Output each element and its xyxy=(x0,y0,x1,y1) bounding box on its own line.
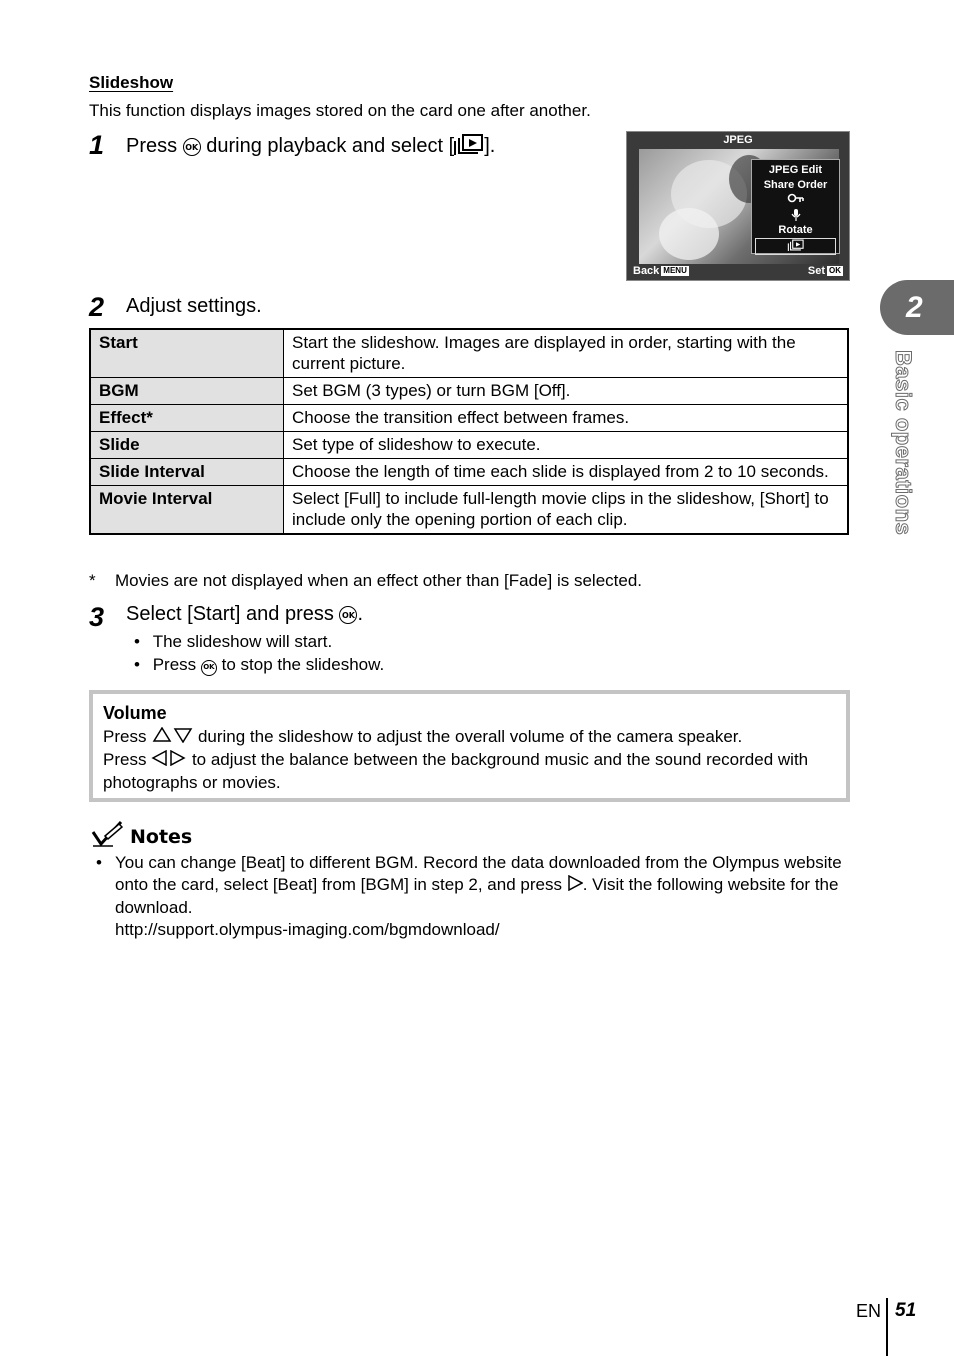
notes-url[interactable]: http://support.olympus-imaging.com/bgmdownload/ xyxy=(115,920,500,939)
step-3-text: Select [Start] and press OK . xyxy=(126,603,364,625)
table-row xyxy=(90,432,848,459)
ok-button-icon: OK xyxy=(183,138,201,156)
chapter-side-label: Basic operations xyxy=(891,350,916,536)
camera-menu-item-share-order[interactable]: Share Order xyxy=(763,179,828,191)
setting-value: Set BGM (3 types) or turn BGM [Off]. xyxy=(284,378,849,405)
table-row xyxy=(90,459,848,486)
step-1-number: 1 xyxy=(89,130,105,160)
step-1-before: Press xyxy=(126,135,178,157)
step-2-number: 2 xyxy=(89,292,105,322)
camera-bottom-bar xyxy=(627,263,849,280)
notes-body xyxy=(96,852,856,941)
footnote-text: Movies are not displayed when an effect other than [Fade] is selected. xyxy=(115,571,642,590)
right-arrow-icon xyxy=(567,875,583,897)
step-3-bullet-1: • The slideshow will start. xyxy=(134,632,333,651)
section-title: Slideshow xyxy=(89,73,174,92)
step-2-text: Adjust settings. xyxy=(126,295,262,317)
notes-title: Notes xyxy=(130,826,193,848)
setting-value: Start the slideshow. Images are displayed in order, starting with the current picture. xyxy=(284,329,849,378)
step-1-after: ]. xyxy=(484,135,496,157)
microphone-icon[interactable] xyxy=(752,208,839,223)
ok-badge: OK xyxy=(829,266,841,275)
up-down-arrows-icon xyxy=(151,727,193,749)
notes-text: You can change [Beat] to different BGM. Record the data downloaded from the Olympus website onto the card, select [Beat] from [BGM] in step 2, and press . Visit the following website for the download. http://support.olympus-imaging.com/bgmdownload/ xyxy=(115,852,856,941)
setting-value: Set type of slideshow to execute. xyxy=(284,432,849,459)
footer-divider xyxy=(886,1298,888,1356)
setting-value: Choose the transition effect between frames. xyxy=(284,405,849,432)
camera-menu xyxy=(751,159,840,254)
table-row xyxy=(90,405,848,432)
setting-key: Slide Interval xyxy=(90,459,284,486)
section-intro: This function displays images stored on the card one after another. xyxy=(89,101,591,120)
footer-lang: EN xyxy=(856,1301,882,1321)
camera-set: Set OK xyxy=(807,265,841,277)
setting-key: Effect* xyxy=(90,405,284,432)
slideshow-icon xyxy=(454,133,484,161)
table-row xyxy=(90,329,848,378)
camera-back: Back MENU xyxy=(633,265,687,277)
bullet-dot: • xyxy=(96,853,102,872)
bullet-dot: • xyxy=(134,632,140,651)
bullet-dot: • xyxy=(134,655,140,674)
setting-key: Start xyxy=(90,329,284,378)
camera-top-label: JPEG xyxy=(723,134,753,146)
camera-menu-item-slideshow[interactable] xyxy=(755,238,836,255)
step-1-text xyxy=(126,133,495,161)
step-3-number: 3 xyxy=(89,602,105,632)
step-3-bullet-2: • Press OK to stop the slideshow. xyxy=(134,655,385,674)
setting-key: Slide xyxy=(90,432,284,459)
table-row xyxy=(90,486,848,535)
volume-line-1: Press during the slideshow to adjust the overall volume of the camera speaker. xyxy=(103,726,836,749)
step-1-middle: during playback and select [ xyxy=(206,135,455,157)
volume-line-2: Press to adjust the balance between the background music and the sound recorded with photographs or movies. xyxy=(103,750,809,792)
ok-button-icon: OK xyxy=(339,606,357,624)
footnote xyxy=(89,571,642,591)
notes-pencil-icon xyxy=(91,820,123,853)
setting-key: BGM xyxy=(90,378,284,405)
table-row xyxy=(90,378,848,405)
footnote-mark: * xyxy=(89,571,96,590)
settings-table xyxy=(89,328,849,535)
setting-value: Select [Full] to include full-length movie clips in the slideshow, [Short] to include only the opening portion of each clip. xyxy=(284,486,849,535)
key-icon[interactable] xyxy=(752,193,839,208)
ok-button-icon: OK xyxy=(201,660,217,676)
setting-key: Movie Interval xyxy=(90,486,284,535)
setting-value: Choose the length of time each slide is displayed from 2 to 10 seconds. xyxy=(284,459,849,486)
page-number: 51 xyxy=(895,1300,917,1321)
volume-box xyxy=(89,690,850,802)
camera-screen xyxy=(626,131,850,281)
chapter-tab: 2 xyxy=(880,280,954,335)
left-right-arrows-icon xyxy=(151,750,187,772)
camera-menu-item-rotate[interactable]: Rotate xyxy=(778,224,813,236)
camera-menu-item-jpeg-edit[interactable]: JPEG Edit xyxy=(768,164,823,176)
menu-badge: MENU xyxy=(663,266,687,275)
volume-title: Volume xyxy=(103,703,167,723)
